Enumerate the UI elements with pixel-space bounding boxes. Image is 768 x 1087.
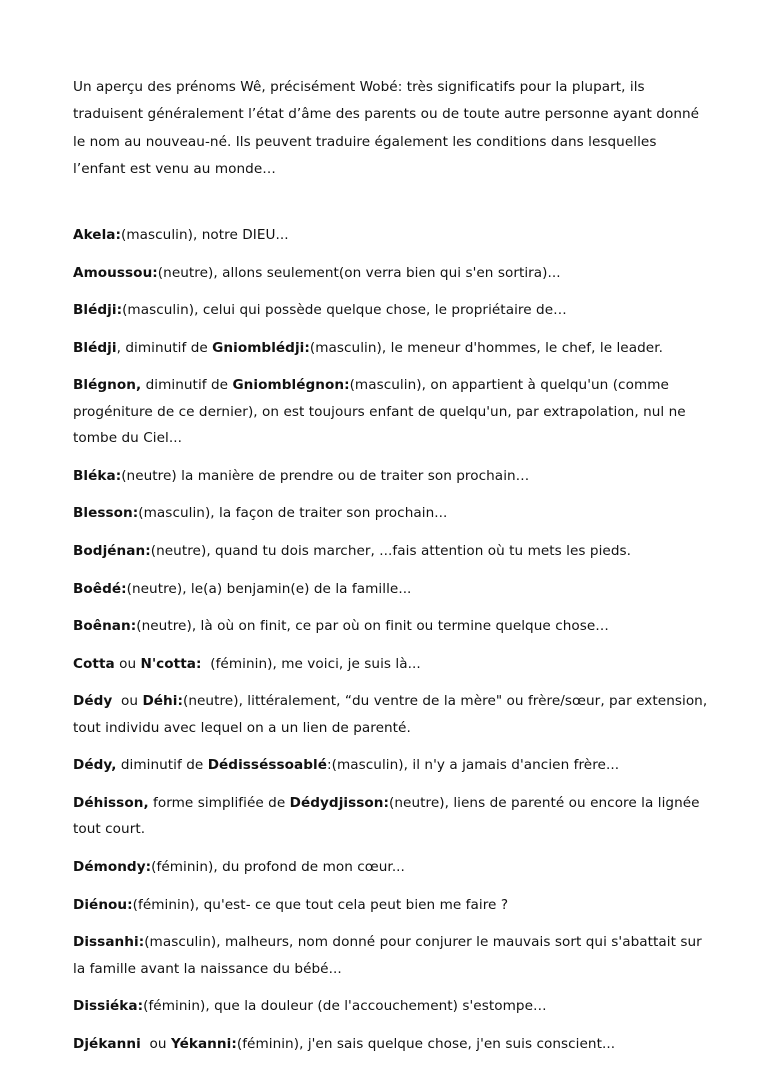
entry-term: Boêdé: (73, 580, 127, 597)
glossary-entry (73, 500, 713, 526)
entry-definition: :(masculin), il n'y a jamais d'ancien frère... (327, 757, 620, 774)
glossary-entry (73, 854, 713, 880)
entry-term: Diénou: (73, 896, 133, 913)
glossary-entry (73, 260, 713, 286)
entry-connector: ou (140, 1035, 171, 1052)
glossary-entry (73, 1031, 713, 1057)
entry-term: Akela: (73, 227, 121, 243)
glossary-entry (73, 538, 713, 564)
entry-full-name: Déhi: (142, 693, 183, 710)
glossary-entry (73, 372, 713, 451)
entry-term: Dissanhi: (73, 934, 145, 951)
glossary-entry (73, 222, 713, 248)
glossary-entry (73, 752, 713, 778)
entry-full-name: Yékanni: (170, 1035, 237, 1052)
entry-full-name: Gniomblégnon: (232, 377, 350, 394)
entry-term: Blédji (73, 339, 117, 356)
entry-full-name: Dédydjisson: (289, 794, 390, 811)
entry-definition: (féminin), j'en sais quelque chose, j'en suis conscient... (236, 1035, 616, 1052)
entry-term: Blédji: (73, 302, 123, 319)
entry-term: Cotta (73, 655, 115, 672)
entry-term: Dédy (73, 693, 113, 710)
entry-definition: (neutre) la manière de prendre ou de traiter son prochain… (121, 467, 530, 484)
entry-definition: (masculin), on appartient à quelqu'un (comme progéniture de ce dernier), on est toujours enfant de quelqu'un, par extrapolation, nul ne tombe du Ciel... (73, 377, 691, 447)
entry-full-name: Dédisséssoablé (207, 757, 327, 774)
entry-full-name: N'cotta: (140, 655, 202, 672)
entry-definition: (masculin), celui qui possède quelque chose, le propriétaire de… (122, 302, 567, 319)
entry-definition: (féminin), qu'est- ce que tout cela peut bien me faire ? (132, 896, 509, 913)
entry-definition: (féminin), que la douleur (de l'accouchement) s'estompe… (143, 998, 547, 1015)
glossary-entry (73, 892, 713, 918)
entry-term: Démondy: (73, 858, 152, 875)
entry-term: Blesson: (73, 505, 139, 522)
glossary-entry (73, 651, 713, 677)
entry-connector: diminutif de (116, 757, 208, 774)
entry-definition: (masculin), malheurs, nom donné pour conjurer le mauvais sort qui s'abattait sur la famille avant la naissance du bébé... (73, 934, 707, 977)
entry-term: Amoussou: (73, 264, 158, 281)
glossary-entry (73, 993, 713, 1019)
glossary-entry (73, 688, 713, 741)
name-glossary (73, 222, 713, 1068)
glossary-entry (73, 576, 713, 602)
entry-definition: (féminin), du profond de mon cœur... (151, 858, 405, 875)
entry-definition: (neutre), le(a) benjamin(e) de la famille... (126, 580, 412, 597)
glossary-entry (73, 929, 713, 982)
entry-definition: (neutre), là où on finit, ce par où on finit ou termine quelque chose… (136, 618, 609, 635)
entry-definition: (masculin), la façon de traiter son prochain... (138, 505, 448, 522)
entry-term: Blégnon, (73, 377, 142, 394)
intro-paragraph: Un aperçu des prénoms Wê, précisément Wobé: très significatifs pour la plupart, ils traduisent généralement l’état d’âme des parents ou de toute autre personne ayant donné le nom au nouveau-né. Ils peuvent traduire également les conditions dans lesquelles l’enfant est venu au monde… (73, 79, 700, 178)
entry-connector: , diminutif de (116, 339, 213, 356)
entry-definition: (masculin), le meneur d'hommes, le chef, le leader. (309, 339, 663, 356)
entry-definition: (masculin), notre DIEU... (120, 227, 289, 243)
glossary-entry (73, 335, 713, 361)
glossary-entry (73, 790, 713, 843)
entry-term: Déhisson, (73, 794, 149, 811)
entry-connector: diminutif de (141, 377, 233, 394)
entry-term: Bléka: (73, 467, 122, 484)
glossary-entry (73, 297, 713, 323)
entry-term: Djékanni (73, 1035, 141, 1052)
entry-definition: (neutre), allons seulement(on verra bien qui s'en sortira)... (157, 264, 561, 281)
entry-connector: ou (114, 655, 141, 672)
entry-definition: (neutre), liens de parenté ou encore la lignée tout court. (73, 794, 704, 838)
glossary-entry (73, 463, 713, 489)
entry-term: Dédy, (73, 757, 117, 774)
entry-definition: (neutre), quand tu dois marcher, ...fais attention où tu mets les pieds. (150, 542, 632, 559)
entry-connector: forme simplifiée de (148, 794, 290, 811)
entry-term: Dissiéka: (73, 998, 144, 1015)
entry-full-name: Gniomblédji: (212, 339, 310, 356)
entry-term: Bodjénan: (73, 542, 151, 559)
entry-term: Boênan: (73, 618, 137, 635)
entry-connector: ou (112, 693, 143, 710)
entry-definition: (féminin), me voici, je suis là... (201, 655, 421, 672)
glossary-entry (73, 613, 713, 639)
entry-definition: (neutre), littéralement, “du ventre de la mère" ou frère/sœur, par extension, tout individu avec lequel on a un lien de parenté. (73, 693, 712, 736)
